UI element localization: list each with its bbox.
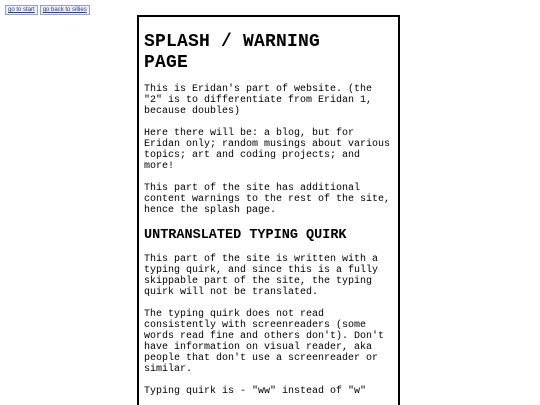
quirk-paragraph: This part of the site is written with a typing quirk, and since this is a fully skippable part of the site, the typing quirk will not be translated.	[144, 254, 379, 298]
plans-paragraph: Here there will be: a blog, but for Eridan only; random musings about various topics; art and coding projects; and more!	[144, 128, 391, 172]
intro-paragraph: This is Eridan's part of website. (the "2" is to differentiate from Eridan 1, because doubles)	[144, 84, 373, 117]
warnings-paragraph: This part of the site has additional content warnings to the rest of the site, hence the splash page.	[144, 183, 391, 216]
quirk-description-paragraph: Typing quirk is - "ww" instead of "w"	[144, 386, 367, 397]
go-back-to-sillies-link[interactable]: go back to sillies	[40, 5, 90, 15]
content-panel	[137, 15, 400, 405]
section-heading-typing-quirk: UNTRANSLATED TYPING QUIRK	[144, 228, 347, 243]
top-nav	[5, 5, 90, 15]
content-body	[144, 32, 396, 397]
page-title: SPLASH / WARNING PAGE	[144, 32, 321, 73]
go-to-start-link[interactable]: go to start	[5, 5, 38, 15]
screenreader-paragraph: The typing quirk does not read consistently with screenreaders (some words read fine and others don't). Don't have information on visual reader, aka people that don't use a screenreader or similar.	[144, 309, 385, 375]
